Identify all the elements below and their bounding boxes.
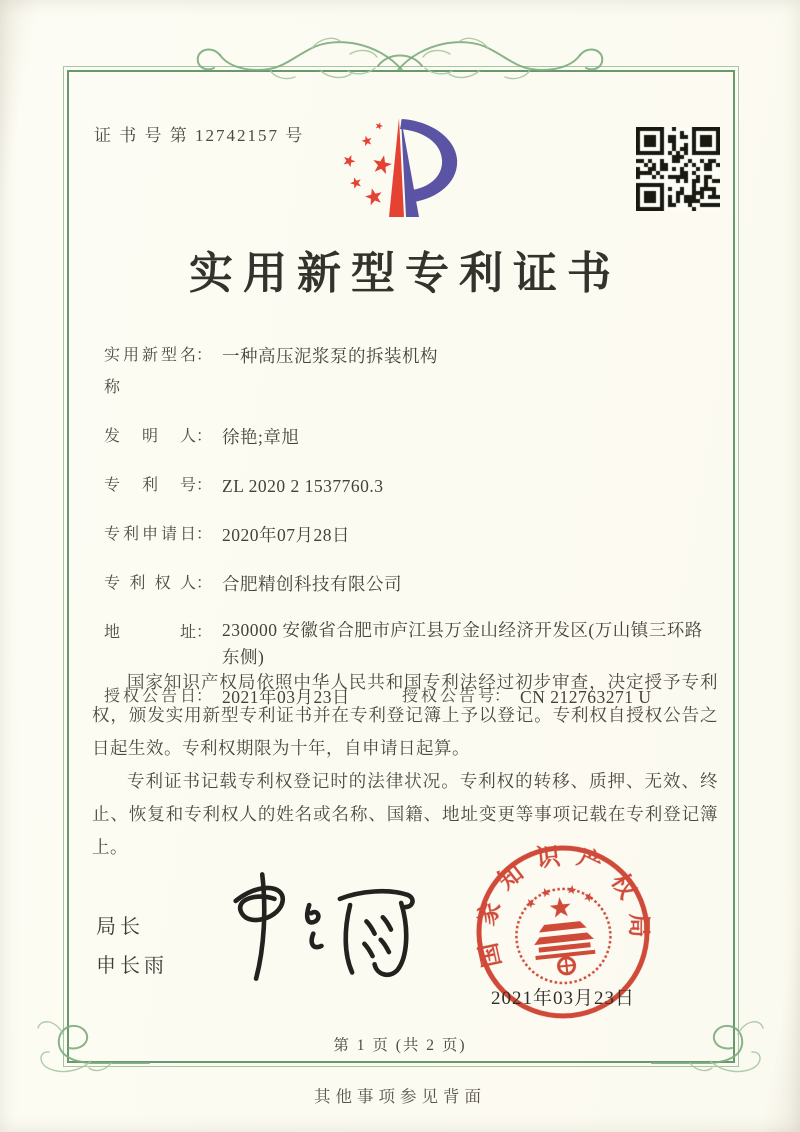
field-label: 专利权人 xyxy=(104,575,196,592)
field-utility-model-name xyxy=(104,340,720,404)
commissioner-block xyxy=(96,908,168,986)
legal-paragraph-1: 国家知识产权局依照中华人民共和国专利法经过初步审查，决定授予专利权，颁发实用新型专利证书并在专利登记簿上予以登记。专利权自授权公告之日起生效。专利权期限为十年，自申请日起算。 xyxy=(92,672,718,758)
field-label: 授权公告号 xyxy=(402,688,495,705)
legal-paragraph-2: 专利证书记载专利权登记时的法律状况。专利权的转移、质押、无效、终止、恢复和专利权人的姓名或名称、国籍、地址变更等事项记载在专利登记簿上。 xyxy=(92,771,718,857)
field-label: 地址 xyxy=(104,624,196,641)
field-value: 230000 安徽省合肥市庐江县万金山经济开发区(万山镇三环路东侧) xyxy=(222,620,703,667)
field-filing-date xyxy=(104,519,720,551)
national-emblem-icon xyxy=(511,880,615,987)
seal-date: 2021年03月23日 xyxy=(491,988,636,1009)
field-colon: ： xyxy=(494,688,511,705)
field-value: 徐艳;章旭 xyxy=(222,427,300,447)
qr-code xyxy=(636,127,720,211)
field-inventor xyxy=(104,421,720,453)
field-value: CN 212763271 U xyxy=(520,687,652,707)
page-number: 第 1 页 (共 2 页) xyxy=(333,1037,467,1054)
certificate-fields xyxy=(104,340,720,713)
field-value: 一种高压泥浆泵的拆装机构 xyxy=(222,346,439,366)
cnipa-logo-icon xyxy=(336,112,464,224)
field-address xyxy=(104,617,720,671)
field-label: 授权公告日 xyxy=(104,688,196,705)
commissioner-name: 申长雨 xyxy=(96,955,168,977)
certificate-title: 实用新型专利证书 xyxy=(189,249,621,298)
field-value: ZL 2020 2 1537760.3 xyxy=(222,476,384,496)
top-flourish-ornament-icon xyxy=(170,24,630,82)
field-colon: ： xyxy=(196,624,213,641)
seal-text: 国家知识产权局 xyxy=(472,842,652,970)
field-colon: ： xyxy=(196,347,213,364)
field-colon: ： xyxy=(196,526,213,543)
certificate-number: 证 书 号 第 12742157 号 xyxy=(94,126,305,145)
field-colon: ： xyxy=(196,477,213,494)
commissioner-title: 局长 xyxy=(96,916,144,938)
field-value: 2020年07月28日 xyxy=(222,525,351,545)
field-colon: ： xyxy=(196,428,213,445)
field-value: 2021年03月23日 xyxy=(222,687,351,707)
field-label: 专利申请日 xyxy=(104,526,196,543)
field-value: 合肥精创科技有限公司 xyxy=(222,574,403,594)
field-label: 专利号 xyxy=(104,477,196,494)
field-colon: ： xyxy=(196,688,213,705)
field-label: 发明人 xyxy=(104,428,196,445)
handwritten-signature-icon xyxy=(205,868,440,986)
back-note: 其他事项参见背面 xyxy=(314,1087,486,1106)
field-colon: ： xyxy=(196,575,213,592)
field-patentee xyxy=(104,568,720,600)
field-label: 实用新型名称 xyxy=(104,347,196,396)
field-patent-number xyxy=(104,470,720,502)
